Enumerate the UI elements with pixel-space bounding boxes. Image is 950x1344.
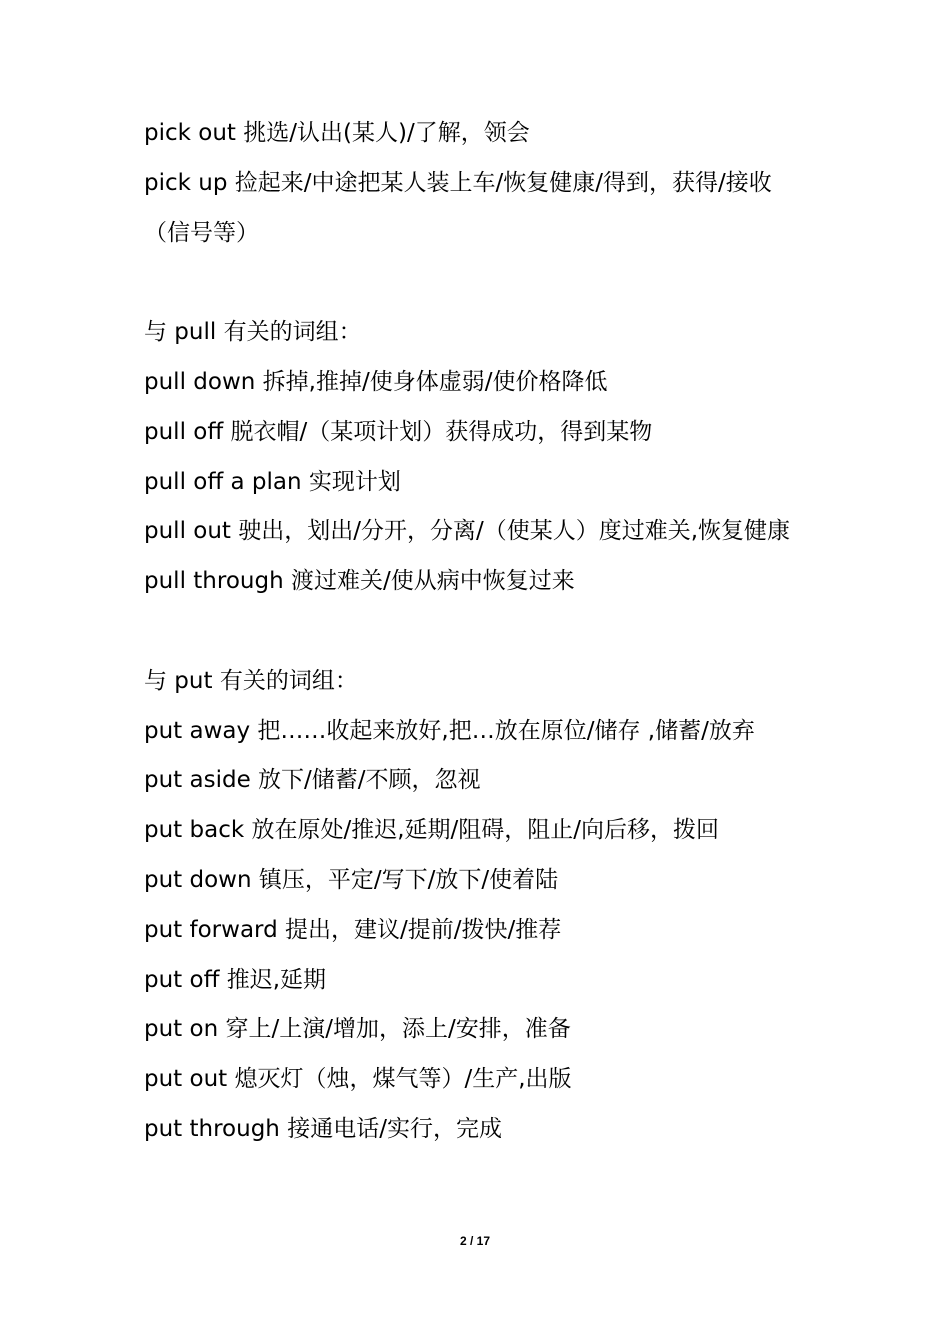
phrase-put-on: put on 穿上/上演/增加，添上/安排，准备: [144, 1016, 571, 1043]
page-number: 2 / 17: [459, 1234, 491, 1248]
phrase-pick-up: pick up 捡起来/中途把某人装上车/恢复健康/得到，获得/接收（信号等）: [144, 169, 772, 246]
phrase-pull-off-a-plan: pull off a plan 实现计划: [144, 468, 401, 495]
document-body: [144, 109, 812, 1155]
phrase-pick-out: pick out 挑选/认出(某人)/了解，领会: [144, 120, 530, 146]
section-heading-put: 与 put 有关的词组：: [144, 667, 358, 694]
blank-line: [144, 258, 812, 308]
phrase-put-away: put away 把……收起来放好,把…放在原位/储存 ,储蓄/放弃: [144, 717, 755, 744]
phrase-put-aside: put aside 放下/储蓄/不顾，忽视: [144, 767, 481, 794]
phrase-put-off: put off 推迟,延期: [144, 966, 327, 993]
blank-line: [144, 607, 812, 657]
phrase-pull-through: pull through 渡过难关/使从病中恢复过来: [144, 568, 575, 595]
section-heading-pull: 与 pull 有关的词组：: [144, 319, 362, 346]
phrase-put-back: put back 放在原处/推迟,延期/阻碍，阻止/向后移，拨回: [144, 817, 720, 844]
phrase-put-forward: put forward 提出，建议/提前/拨快/推荐: [144, 916, 562, 943]
phrase-put-out: put out 熄灭灯（烛，煤气等）/生产,出版: [144, 1066, 572, 1093]
phrase-put-down: put down 镇压，平定/写下/放下/使着陆: [144, 866, 559, 893]
phrase-pull-off: pull off 脱衣帽/（某项计划）获得成功，得到某物: [144, 418, 653, 445]
phrase-put-through: put through 接通电话/实行，完成: [144, 1115, 502, 1142]
phrase-pull-down: pull down 拆掉,推掉/使身体虚弱/使价格降低: [144, 368, 608, 395]
phrase-pull-out: pull out 驶出，划出/分开，分离/（使某人）度过难关,恢复健康: [144, 518, 791, 545]
